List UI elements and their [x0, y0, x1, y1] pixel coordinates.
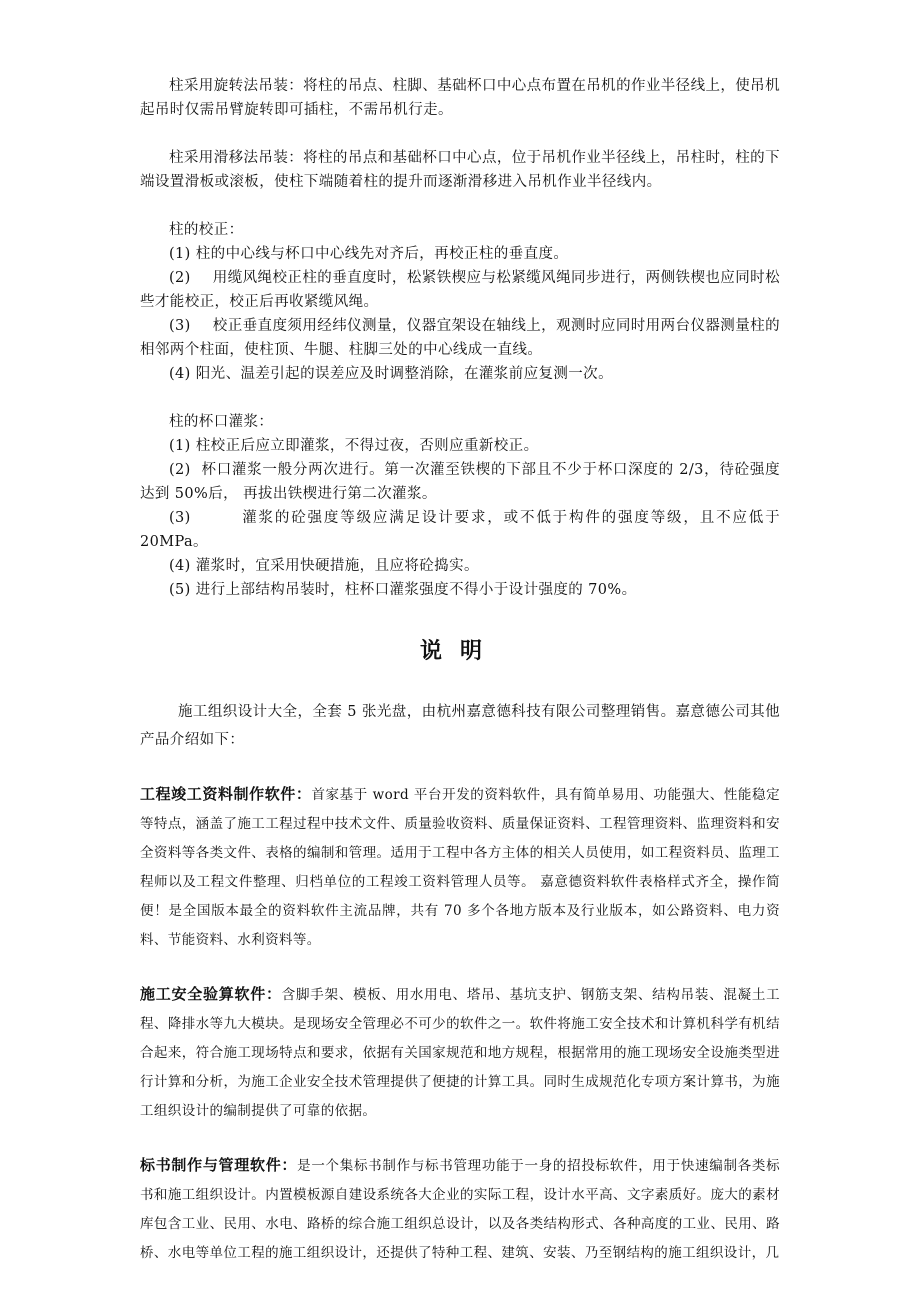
correction-item — [140, 362, 780, 386]
correction-section — [140, 218, 780, 386]
item-number: (3) — [169, 510, 191, 526]
correction-heading: 柱的校正： — [169, 222, 244, 238]
item-number: (5) — [169, 582, 191, 598]
item-number: (2) — [169, 270, 191, 286]
product-item — [140, 780, 780, 955]
grouting-heading: 柱的杯口灌浆： — [169, 414, 274, 430]
sliding-method-paragraph: 柱采用滑移法吊装：将柱的吊点和基础杯口中心点，位于吊机作业半径线上，吊柱时，柱的下端设置滑板或滚板，使柱下端随着柱的提升而逐渐滑移进入吊机作业半径线内。 — [140, 150, 780, 190]
rotation-method-paragraph: 柱采用旋转法吊装：将柱的吊点、柱脚、基础杯口中心点布置在吊机的作业半径线上，使吊机起吊时仅需吊臂旋转即可插柱，不需吊机行走。 — [140, 78, 780, 118]
item-text: 阳光、温差引起的误差应及时调整消除，在灌浆前应复测一次。 — [195, 366, 613, 382]
item-text: 柱的中心线与杯口中心线先对齐后，再校正柱的垂直度。 — [195, 246, 569, 262]
item-number: (1) — [169, 246, 191, 262]
item-text: 灌浆时，宜采用快硬措施，且应将砼捣实。 — [195, 558, 479, 574]
item-text: 用缆风绳校正柱的垂直度时，松紧铁楔应与松紧缆风绳同步进行，两侧铁楔也应同时松些才能校正，校正后再收紧缆风绳。 — [140, 270, 780, 310]
item-number: (2) — [169, 462, 191, 478]
correction-item — [140, 314, 780, 362]
grouting-item — [140, 554, 780, 578]
item-number: (1) — [169, 438, 191, 454]
document-page — [140, 74, 780, 1268]
product-description: 首家基于 word 平台开发的资料软件，具有简单易用、功能强大、性能稳定等特点，涵盖了施工工程过程中技术文件、质量验收资料、质量保证资料、工程管理资料、监理资料和安全资料等各类文件、表格的编制和管理。适用于工程中各方主体的相关人员使用，如工程资料员、监理工程师以及工程文件整理、归档单位的工程竣工资料管理人员等。 嘉意德资料软件表格样式齐全，操作简便！是全国版本最全的资料软件主流品牌，共有 70 多个各地方版本及行业版本，如公路资料、电力资料、节能资料、水利资料等。 — [140, 787, 780, 948]
notice-title: 说明 — [419, 639, 500, 664]
product-label: 工程竣工资料制作软件： — [140, 785, 312, 803]
product-label: 标书制作与管理软件： — [140, 1156, 298, 1174]
item-number: (3) — [169, 318, 191, 334]
product-item — [140, 1151, 780, 1268]
item-text: 校正垂直度须用经纬仪测量，仪器宜架设在轴线上，观测时应同时用两台仪器测量柱的相邻两个柱面，使柱顶、牛腿、柱脚三处的中心线成一直线。 — [140, 318, 780, 358]
product-description: 是一个集标书制作与标书管理功能于一身的招投标软件，用于快速编制各类标书和施工组织设计。内置模板源自建设系统各大企业的实际工程，设计水平高、文字素质好。庞大的素材库包含工业、民用、水电、路桥的综合施工组织总设计，以及各类结构形式、各种高度的工业、民用、路桥、水电等单位工程的施工组织设计，还提供了特种工程、建筑、安装、乃至钢结构的施工组织设计，几 — [140, 1158, 780, 1261]
item-number: (4) — [169, 558, 191, 574]
correction-item — [140, 266, 780, 314]
grouting-item — [140, 578, 780, 602]
item-text: 灌浆的砼强度等级应满足设计要求，或不低于构件的强度等级，且不应低于20MPa。 — [140, 510, 780, 550]
item-text: 杯口灌浆一般分两次进行。第一次灌至铁楔的下部且不少于杯口深度的 2/3，待砼强度达到 50%后， 再拔出铁楔进行第二次灌浆。 — [140, 462, 780, 502]
grouting-item — [140, 458, 780, 506]
notice-intro: 施工组织设计大全，全套 5 张光盘，由杭州嘉意德科技有限公司整理销售。嘉意德公司其他产品介绍如下： — [140, 704, 780, 748]
item-text: 进行上部结构吊装时，柱杯口灌浆强度不得小于设计强度的 70%。 — [195, 582, 637, 598]
product-item — [140, 980, 780, 1126]
item-text: 柱校正后应立即灌浆，不得过夜，否则应重新校正。 — [195, 438, 539, 454]
product-description: 含脚手架、模板、用水用电、塔吊、基坑支护、钢筋支架、结构吊装、混凝土工程、降排水等九大模块。是现场安全管理必不可少的软件之一。软件将施工安全技术和计算机科学有机结合起来，符合施工现场特点和要求，依据有关国家规范和地方规程，根据常用的施工现场安全设施类型进行计算和分析，为施工企业安全技术管理提供了便捷的计算工具。同时生成规范化专项方案计算书，为施工组织设计的编制提供了可靠的依据。 — [140, 987, 780, 1119]
grouting-section — [140, 410, 780, 602]
grouting-item — [140, 434, 780, 458]
product-label: 施工安全验算软件： — [140, 985, 282, 1003]
item-number: (4) — [169, 366, 191, 382]
correction-item — [140, 242, 780, 266]
grouting-item — [140, 506, 780, 554]
product-list — [140, 780, 780, 1268]
